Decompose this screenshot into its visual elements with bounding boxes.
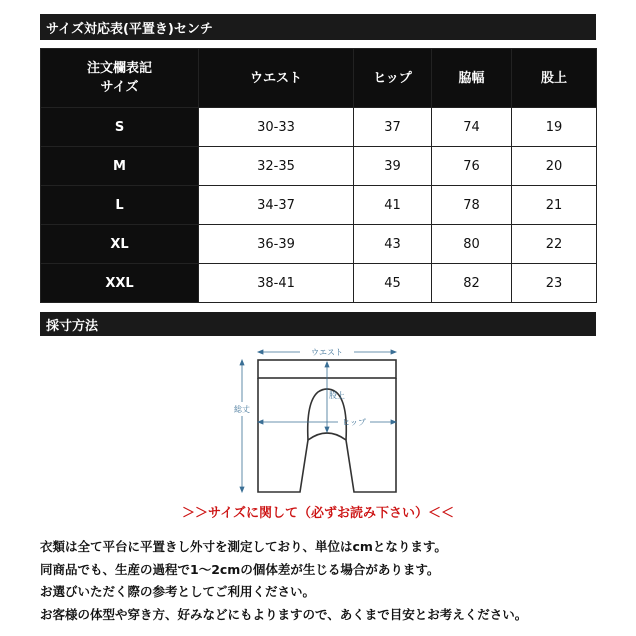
cell-hip: 43 — [354, 225, 432, 264]
cell-size: L — [41, 186, 199, 225]
note-line: お客様の体型や穿き方、好みなどにもよりますので、あくまで目安とお考えください。 — [40, 606, 528, 622]
cell-side: 74 — [432, 108, 512, 147]
cell-side: 80 — [432, 225, 512, 264]
size-table-title-bar — [40, 14, 596, 40]
cell-rise: 23 — [512, 264, 597, 303]
measure-title-bar — [40, 312, 596, 336]
cell-size: S — [41, 108, 199, 147]
note-line: 衣類は全て平台に平置きし外寸を測定しており、単位はcmとなります。 — [40, 539, 447, 554]
header-waist: ウエスト — [199, 49, 354, 108]
cell-waist: 34-37 — [199, 186, 354, 225]
header-side: 脇幅 — [432, 49, 512, 108]
cell-waist: 30-33 — [199, 108, 354, 147]
cell-size: M — [41, 147, 199, 186]
cell-rise: 19 — [512, 108, 597, 147]
cell-size: XL — [41, 225, 199, 264]
cell-side: 82 — [432, 264, 512, 303]
cell-side: 78 — [432, 186, 512, 225]
header-hip: ヒップ — [354, 49, 432, 108]
size-info-link[interactable]: ＞＞サイズに関して（必ずお読み下さい）＜＜ — [182, 506, 454, 521]
length-arrow — [240, 360, 244, 492]
cell-size: XXL — [41, 264, 199, 303]
measure-title: 採寸方法 — [46, 318, 99, 334]
size-table-title: サイズ対応表(平置き)センチ — [46, 21, 213, 37]
size-table-header — [41, 49, 597, 108]
cell-waist: 32-35 — [199, 147, 354, 186]
rise-label: 股上 — [329, 391, 345, 400]
cell-waist: 36-39 — [199, 225, 354, 264]
cell-hip: 37 — [354, 108, 432, 147]
cell-rise: 20 — [512, 147, 597, 186]
cell-waist: 38-41 — [199, 264, 354, 303]
header-size: 注文欄表記 サイズ — [41, 49, 199, 108]
notes — [40, 536, 620, 626]
length-label: 総丈 — [234, 405, 250, 414]
table-row — [41, 108, 597, 147]
cell-side: 76 — [432, 147, 512, 186]
note-line: 同商品でも、生産の過程で1～2cmの個体差が生じる場合があります。 — [40, 561, 440, 577]
table-row — [41, 225, 597, 264]
waist-label: ウエスト — [311, 348, 343, 357]
note-line: お選びいただく際の参考としてご利用ください。 — [40, 584, 316, 599]
table-row — [41, 186, 597, 225]
cell-hip: 39 — [354, 147, 432, 186]
cell-hip: 45 — [354, 264, 432, 303]
hip-label: ヒップ — [342, 418, 366, 427]
header-rise: 股上 — [512, 49, 597, 108]
table-row — [41, 147, 597, 186]
table-row — [41, 264, 597, 303]
cell-rise: 21 — [512, 186, 597, 225]
cell-rise: 22 — [512, 225, 597, 264]
size-table — [40, 48, 597, 303]
measurement-diagram — [226, 342, 410, 502]
cell-hip: 41 — [354, 186, 432, 225]
